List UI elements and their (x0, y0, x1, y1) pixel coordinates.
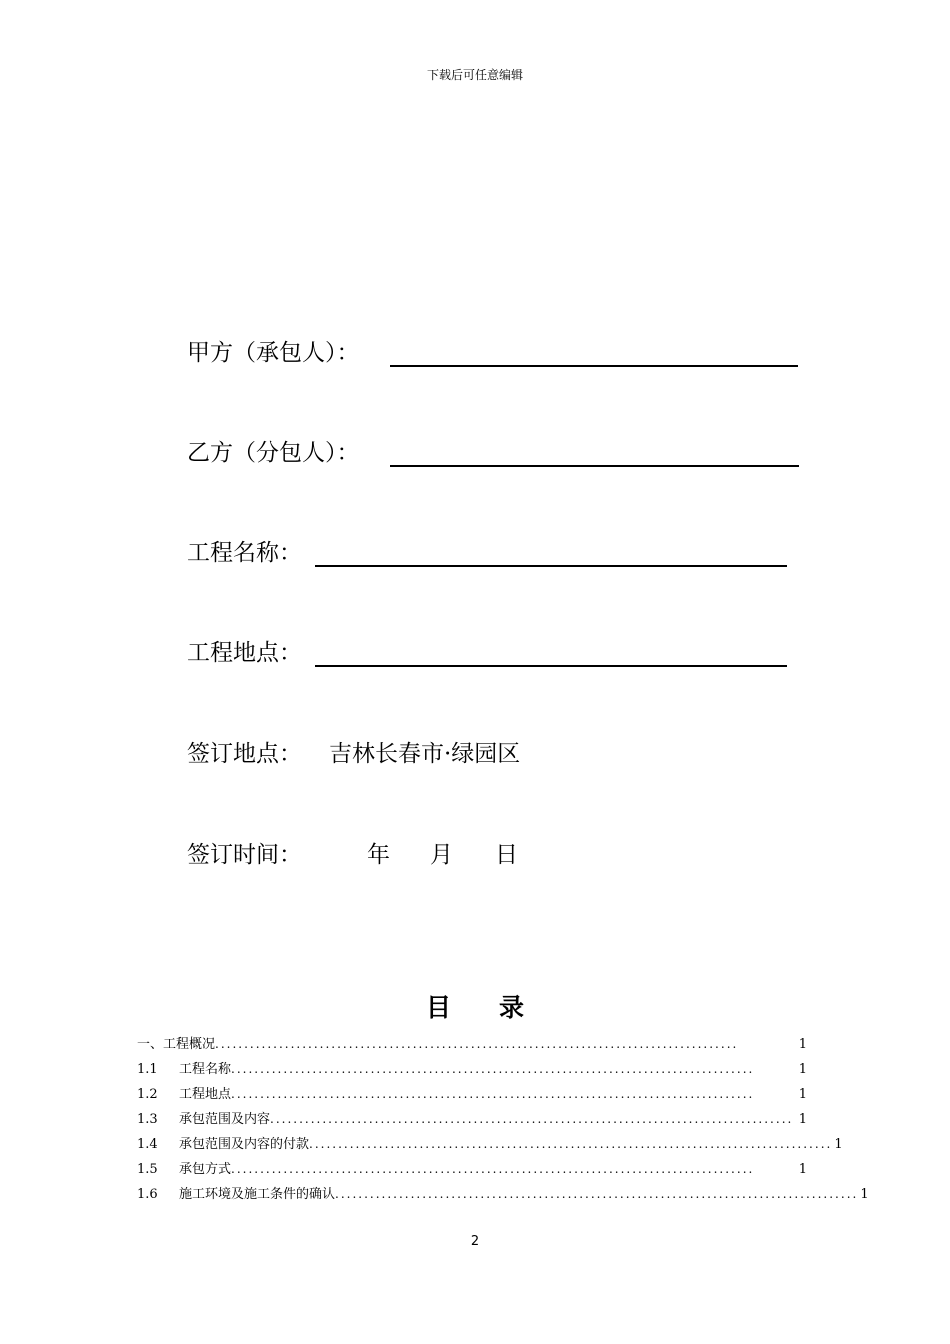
signing-time-field (187, 838, 518, 872)
toc-entry-number: 1.4 (137, 1137, 158, 1152)
toc-entry-page: 1 (834, 1137, 843, 1152)
party-b-label: 乙方（分包人）： (187, 440, 360, 466)
toc-entry-page: 1 (798, 1037, 807, 1052)
toc-entry-number: 1.1 (137, 1062, 158, 1077)
signing-time-year: 年 (367, 842, 390, 868)
project-location-blank-line (315, 665, 787, 667)
table-of-contents (137, 1032, 869, 1207)
party-b-blank-line (390, 465, 799, 467)
signing-place-field (187, 737, 521, 771)
project-name-field (187, 536, 302, 570)
toc-entry[interactable] (137, 1057, 807, 1082)
toc-leader-dots: .......................................................................................... (231, 1062, 755, 1076)
toc-leader-dots: .......................................................................................... (270, 1112, 794, 1126)
signing-time-month: 月 (430, 842, 453, 868)
toc-entry[interactable] (137, 1032, 807, 1057)
toc-leader-dots: .......................................................................................... (231, 1162, 755, 1176)
toc-entry-page: 1 (798, 1087, 807, 1102)
toc-entry-page: 1 (860, 1187, 869, 1202)
signing-time-label: 签订时间： (187, 842, 302, 868)
signing-place-value: 吉林长春市·绿园区 (329, 741, 521, 767)
toc-entry-number: 1.3 (137, 1112, 158, 1127)
toc-title: 目录 (425, 993, 572, 1022)
project-name-blank-line (315, 565, 787, 567)
party-a-label: 甲方（承包人）： (187, 340, 360, 366)
toc-leader-dots: .......................................................................................... (335, 1187, 859, 1201)
signing-place-label: 签订地点： (187, 741, 302, 767)
toc-entry-number: 1.6 (137, 1187, 158, 1202)
toc-leader-dots: .......................................................................................... (231, 1087, 755, 1101)
party-a-blank-line (390, 365, 798, 367)
toc-entry[interactable] (137, 1082, 807, 1107)
toc-entry-page: 1 (798, 1112, 807, 1127)
toc-entry-text: 承包方式 (179, 1162, 232, 1177)
toc-entry-number: 1.5 (137, 1162, 158, 1177)
toc-entry-page: 1 (798, 1062, 807, 1077)
party-a-field (187, 336, 360, 370)
project-name-label: 工程名称： (187, 540, 302, 566)
toc-entry-number: 1.2 (137, 1087, 158, 1102)
toc-entry-text: 施工环境及施工条件的确认 (179, 1187, 336, 1202)
project-location-label: 工程地点： (187, 640, 302, 666)
toc-entry[interactable] (137, 1132, 843, 1157)
party-b-field (187, 436, 360, 470)
toc-leader-dots: .......................................................................................... (309, 1137, 833, 1151)
toc-entry[interactable] (137, 1157, 807, 1182)
toc-entry-page: 1 (798, 1162, 807, 1177)
signing-time-day: 日 (495, 842, 518, 868)
toc-entry-text: 一、工程概况 (137, 1037, 216, 1052)
toc-entry-text: 承包范围及内容的付款 (179, 1137, 310, 1152)
toc-leader-dots: .......................................................................................... (215, 1037, 739, 1051)
toc-entry-text: 工程地点 (179, 1087, 232, 1102)
toc-entry[interactable] (137, 1182, 869, 1207)
toc-entry[interactable] (137, 1107, 807, 1132)
page-header: 下载后可任意编辑 (426, 68, 523, 82)
page-number: 2 (470, 1234, 480, 1249)
toc-entry-text: 承包范围及内容 (179, 1112, 271, 1127)
toc-entry-text: 工程名称 (179, 1062, 232, 1077)
project-location-field (187, 636, 302, 670)
